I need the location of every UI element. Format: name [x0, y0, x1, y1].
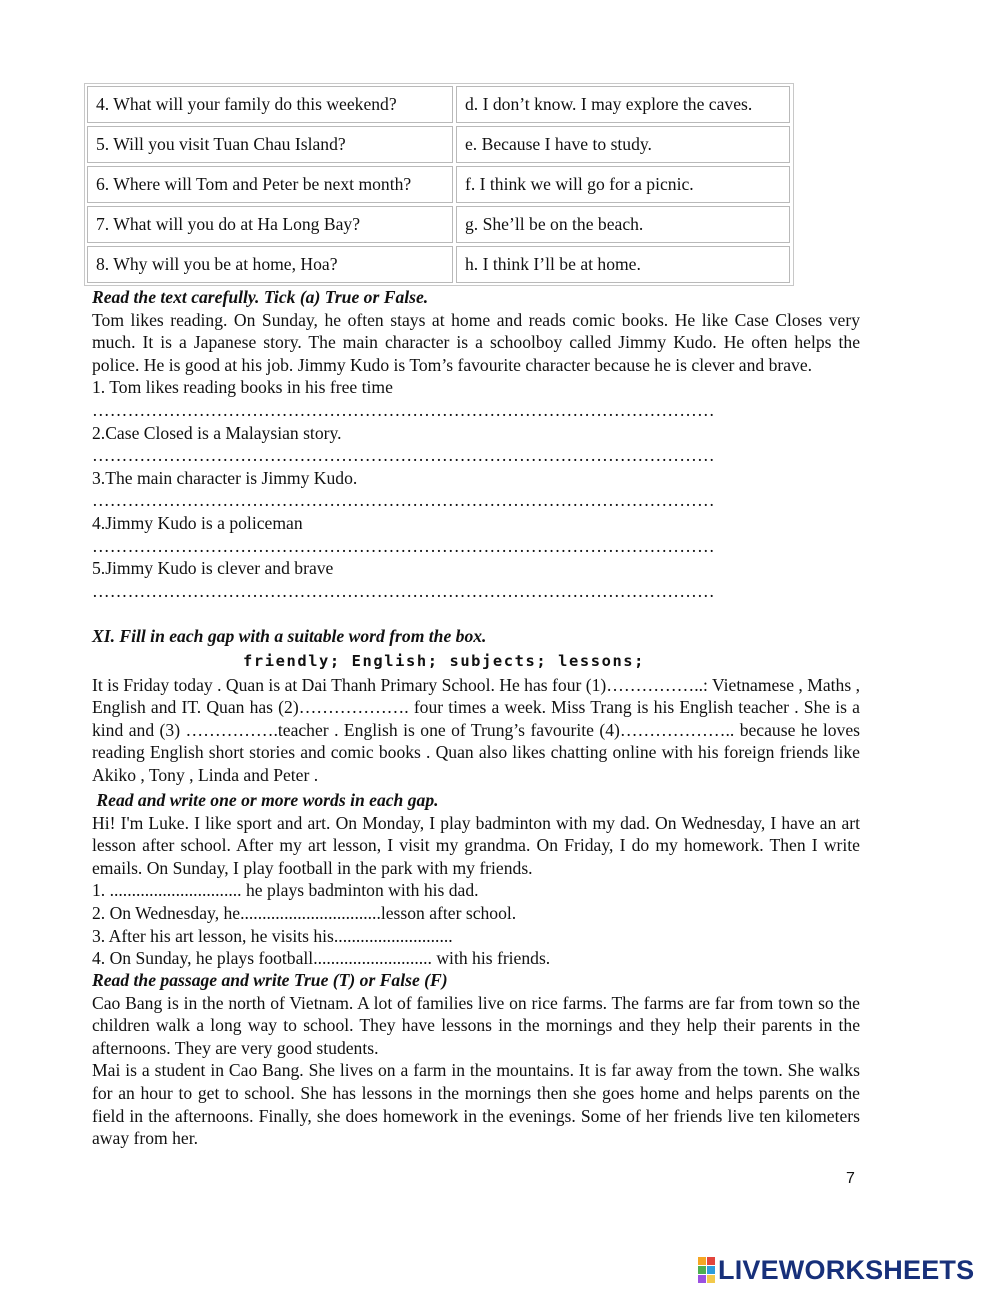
table-row	[87, 86, 791, 123]
gap-item[interactable]: 2. On Wednesday, he................................lesson after school.	[92, 902, 517, 923]
passage-tf-section	[92, 969, 860, 1150]
answer-cell: f. I think we will go for a picnic.	[456, 166, 790, 203]
reading-passage: Tom likes reading. On Sunday, he often stays at home and reads comic books. He like Case Closes very much. It is a Japanese story. The main character is a schoolboy called Jimmy Kudo. He often helps the police. He is good at his job. Jimmy Kudo is Tom’s favourite character because he is clever and brave.	[92, 309, 860, 375]
page-number: 7	[846, 1170, 855, 1187]
answer-line[interactable]: ……………………………………………………………………………………………	[92, 445, 715, 466]
question-cell: 6. Where will Tom and Peter be next month?	[87, 166, 453, 203]
gap-item[interactable]: 3. After his art lesson, he visits his...........................	[92, 925, 453, 946]
statement: 4.Jimmy Kudo is a policeman	[92, 512, 303, 533]
answer-cell: h. I think I’ll be at home.	[456, 246, 790, 283]
liveworksheets-logo	[698, 1255, 974, 1285]
section-heading: Read the passage and write True (T) or False (F)	[92, 970, 448, 990]
statement: 2.Case Closed is a Malaysian story.	[92, 422, 342, 443]
question-cell: 7. What will you do at Ha Long Bay?	[87, 206, 453, 243]
reading-passage: Hi! I'm Luke. I like sport and art. On Monday, I play badminton with my dad. On Wednesday, I have an art lesson after school. After my art lesson, I visit my grandma. On Friday, I do my homework. Then I write emails. On Sunday, I play football in the park with my friends.	[92, 812, 860, 878]
passage-paragraph: Mai is a student in Cao Bang. She lives on a farm in the mountains. It is far away from the town. She walks for an hour to get to school. She has lessons in the mornings then she goes home and helps parents on the field in the afternoons. Finally, she does homework in the evenings. Some of her friends live ten kilometers away from her.	[92, 1060, 860, 1149]
gap-item[interactable]: 4. On Sunday, he plays football........................... with his friends.	[92, 948, 551, 969]
statement: 5.Jimmy Kudo is clever and brave	[92, 558, 334, 579]
answer-line[interactable]: ……………………………………………………………………………………………	[92, 580, 715, 601]
logo-mark-icon	[698, 1257, 715, 1283]
statement: 1. Tom likes reading books in his free time	[92, 377, 393, 398]
gap-item[interactable]: 1. .............................. he plays badminton with his dad.	[92, 880, 479, 901]
table-row	[87, 246, 791, 283]
answer-line[interactable]: ……………………………………………………………………………………………	[92, 535, 715, 556]
table-row	[87, 166, 791, 203]
read-write-section	[92, 789, 860, 970]
answer-cell: g. She’ll be on the beach.	[456, 206, 790, 243]
passage-paragraph: Cao Bang is in the north of Vietnam. A lot of families live on rice farms. The farms are far from town so the children walk a long way to school. They have lessons in the mornings and they help their parents in the afternoons. They are very good students.	[92, 992, 860, 1058]
answer-cell: d. I don’t know. I may explore the caves.	[456, 86, 790, 123]
fill-gap-section	[92, 625, 860, 787]
section-heading: XI. Fill in each gap with a suitable word from the box.	[92, 626, 487, 646]
answer-cell: e. Because I have to study.	[456, 126, 790, 163]
word-box: friendly; English; subjects; lessons;	[243, 651, 646, 670]
section-heading: Read the text carefully. Tick (a) True or False.	[92, 287, 429, 307]
answer-line[interactable]: ……………………………………………………………………………………………	[92, 399, 715, 420]
logo-text: LIVEWORKSHEETS	[718, 1254, 975, 1285]
table-row	[87, 126, 791, 163]
true-false-section	[92, 286, 860, 602]
question-cell: 5. Will you visit Tuan Chau Island?	[87, 126, 453, 163]
question-cell: 4. What will your family do this weekend?	[87, 86, 453, 123]
question-cell: 8. Why will you be at home, Hoa?	[87, 246, 453, 283]
statement: 3.The main character is Jimmy Kudo.	[92, 467, 358, 488]
answer-line[interactable]: ……………………………………………………………………………………………	[92, 490, 715, 511]
matching-table	[84, 83, 794, 286]
table-row	[87, 206, 791, 243]
gap-passage: It is Friday today . Quan is at Dai Thanh Primary School. He has four (1)……………..: Vietnamese , Maths , English and IT. Quan has (2)………………. four times a week. Miss Trang is his English teacher . She is a kind and (3) …………….teacher . English is one of Trung’s favourite (4)……………….. because he loves reading English short stories and comic books . Quan also likes chatting online with his foreign friends like Akiko , Tony , Linda and Peter .	[92, 674, 860, 785]
section-heading: Read and write one or more words in each gap.	[92, 790, 439, 810]
